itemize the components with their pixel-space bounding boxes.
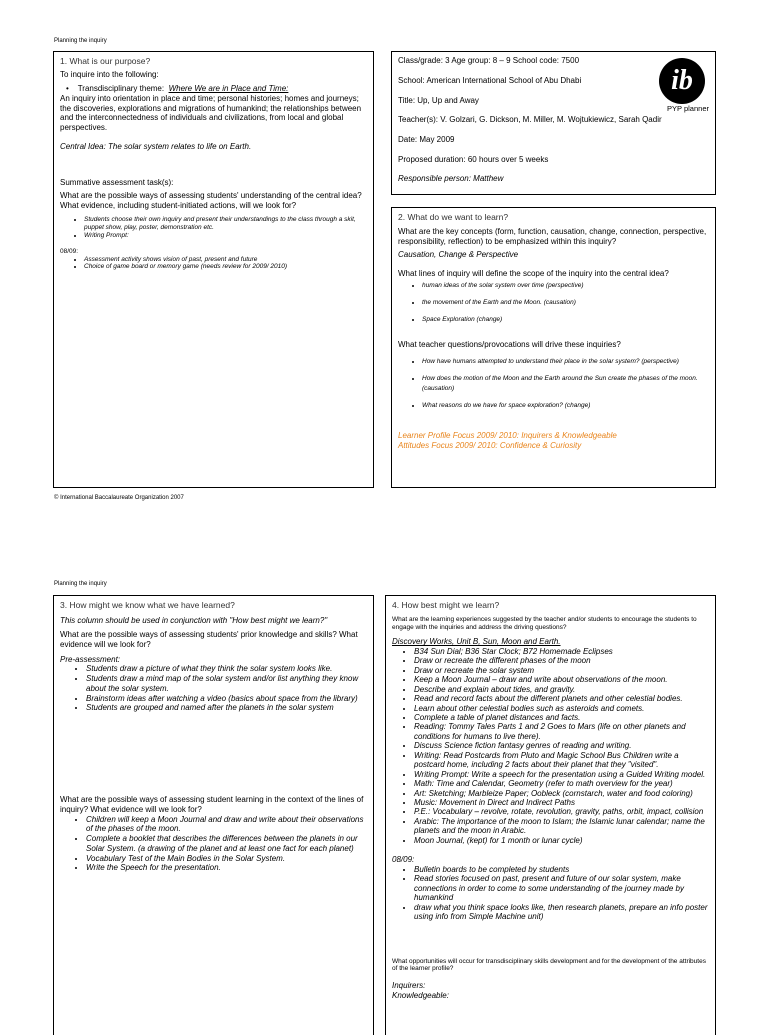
list-item: • P.E.: Vocabulary – revolve, rotate, revolution, gravity, paths, orbit, impact, collision bbox=[414, 807, 709, 816]
theme-title: Where We are in Place and Time: bbox=[168, 84, 289, 94]
list-item: • Math: Time and Calendar, Geometry (refer to math overview for the year) bbox=[414, 779, 709, 788]
concepts-answer: Causation, Change & Perspective bbox=[398, 249, 519, 259]
list-item: • Read and record facts about the different planets and other celestial bodies. bbox=[414, 694, 709, 703]
theme-label: Transdisciplinary theme: bbox=[77, 84, 165, 94]
lines-question: What lines of inquiry will define the scope of the inquiry into the central idea? bbox=[398, 268, 669, 278]
context-question: What are the possible ways of assessing student learning in the context of the lines of inquiry? What evidence will we look for? bbox=[60, 795, 364, 814]
list-item: • Students draw a picture of what they think the solar system looks like. bbox=[86, 664, 367, 674]
learner-profile-focus: Learner Profile Focus 2009/ 2010: Inquirers & Knowledgeable bbox=[398, 430, 617, 440]
list-item: • Write the Speech for the presentation. bbox=[86, 863, 367, 873]
theme-description: An inquiry into orientation in place and time; personal histories; homes and journeys; the discoveries, explorations and migrations of humankind; the relationships between and the interconnectedness of individuals and civilizations, from local and global perspectives. bbox=[60, 93, 362, 133]
lines-list bbox=[398, 282, 709, 324]
list-item: • Vocabulary Test of the Main Bodies in the Solar System. bbox=[86, 854, 367, 864]
purpose-heading: 1. What is our purpose? bbox=[60, 56, 151, 66]
unit-title: Title: Up, Up and Away bbox=[398, 95, 479, 105]
unit-info-section bbox=[391, 51, 716, 195]
provocations-question: What teacher questions/provocations will drive these inquiries? bbox=[398, 340, 621, 350]
year-label: 08/09: bbox=[392, 855, 415, 865]
best-learn-question: What are the learning experiences suggested by the teacher and/or students to encourage the students to engage with the inquiries and address the driving questions? bbox=[392, 616, 697, 632]
purpose-section bbox=[53, 51, 374, 488]
ib-logo: ib bbox=[659, 58, 705, 104]
know-heading: 3. How might we know what we have learned? bbox=[60, 600, 235, 610]
pyp-planner-label: PYP planner bbox=[667, 104, 709, 113]
provocations-list bbox=[398, 357, 709, 411]
inquirers-label: Inquirers: bbox=[392, 981, 426, 991]
list-item: • Space Exploration (change) bbox=[422, 316, 709, 324]
list-item: • Students draw a mind map of the solar system and/or list anything they know about the solar system. bbox=[86, 674, 367, 694]
year-list bbox=[60, 256, 367, 272]
knowledgeable-label: Knowledgeable: bbox=[392, 991, 449, 1001]
attitudes-focus: Attitudes Focus 2009/ 2010: Confidence & Curiosity bbox=[398, 441, 582, 451]
list-item: • Keep a Moon Journal – draw and write about observations of the moon. bbox=[414, 675, 709, 684]
pre-assessment-label: Pre-assessment: bbox=[60, 654, 121, 664]
prior-question: What are the possible ways of assessing students' prior knowledge and skills? What evidence will we look for? bbox=[60, 630, 358, 649]
list-item: • Complete a booklet that describes the differences between the planets in our Solar System. (a drawing of the planet and at least one fact for each planet) bbox=[86, 834, 367, 854]
know-section bbox=[53, 595, 374, 1035]
list-item: • Assessment activity shows vision of past, present and future bbox=[84, 256, 367, 264]
summative-list bbox=[60, 216, 367, 240]
page-header: Planning the inquiry bbox=[54, 581, 107, 587]
list-item: • Children will keep a Moon Journal and draw and write about their observations of the phases of the moon. bbox=[86, 815, 367, 835]
learn-heading: 2. What do we want to learn? bbox=[398, 212, 509, 222]
list-item: • Arabic: The importance of the moon to Islam; the Islamic lunar calendar; name the planets and the moon in Arabic. bbox=[414, 817, 709, 836]
list-item: • What reasons do we have for space exploration? (change) bbox=[422, 401, 709, 410]
list-item: • draw what you think space looks like, then research planets, prepare an info poster using info from Simple Machine unit) bbox=[414, 903, 709, 922]
list-item: • Moon Journal, (kept) for 1 month or lunar cycle) bbox=[414, 836, 709, 845]
list-item: • Bulletin boards to be completed by students bbox=[414, 865, 709, 874]
purpose-intro: To inquire into the following: bbox=[60, 70, 159, 80]
context-list bbox=[60, 815, 367, 874]
date: Date: May 2009 bbox=[398, 135, 455, 144]
teachers: Teacher(s): V. Golzari, G. Dickson, M. Miller, M. Wojtukiewicz, Sarah Qadir bbox=[398, 115, 662, 125]
list-item: • Complete a table of planet distances and facts. bbox=[414, 713, 709, 722]
list-item: • Read stories focused on past, present and future of our solar system, make connections in order to come to some understanding of the journey made by humankind bbox=[414, 874, 709, 902]
learning-experiences-list bbox=[392, 647, 709, 845]
list-item: • How does the motion of the Moon and the Earth around the Sun create the phases of the moon. (causation) bbox=[422, 374, 709, 393]
central-idea: Central Idea: The solar system relates to life on Earth. bbox=[60, 141, 252, 151]
list-item: • Students choose their own inquiry and present their understandings to the class through a skit, puppet show, play, poster, demonstration etc. bbox=[84, 216, 367, 232]
know-note: This column should be used in conjunction with "How best might we learn?" bbox=[60, 616, 328, 626]
responsible-person: Responsible person: Matthew bbox=[398, 173, 504, 183]
list-item: • Describe and explain about tides, and gravity. bbox=[414, 685, 709, 694]
theme-line: • Transdisciplinary theme: Where We are in Place and Time: bbox=[66, 84, 289, 94]
summative-heading: Summative assessment task(s): bbox=[60, 177, 174, 187]
learn-section bbox=[391, 207, 716, 488]
list-item: • Draw or recreate the solar system bbox=[414, 666, 709, 675]
year-list bbox=[392, 865, 709, 922]
page-footer: © International Baccalaureate Organization 2007 bbox=[54, 495, 184, 501]
list-item: • Students are grouped and named after the planets in the solar system bbox=[86, 703, 367, 713]
list-item: • the movement of the Earth and the Moon. (causation) bbox=[422, 299, 709, 307]
list-item: • Writing Prompt: bbox=[84, 232, 367, 240]
list-item: • human ideas of the solar system over time (perspective) bbox=[422, 282, 709, 290]
skills-question: What opportunities will occur for transdisciplinary skills development and for the development of the attributes of the learner profile? bbox=[392, 957, 706, 973]
class-grade: Class/grade: 3 Age group: 8 – 9 School code: 7500 bbox=[398, 56, 580, 65]
year-label: 08/09: bbox=[60, 247, 79, 255]
best-learn-heading: 4. How best might we learn? bbox=[392, 600, 500, 610]
list-item: • B34 Sun Dial; B36 Star Clock; B72 Homemade Eclipses bbox=[414, 647, 709, 656]
list-item: • Writing Prompt: Write a speech for the presentation using a Guided Writing model. bbox=[414, 770, 709, 779]
list-item: • Reading: Tommy Tales Parts 1 and 2 Goes to Mars (life on other planets and conditions for humans to live there). bbox=[414, 722, 709, 741]
list-item: • How have humans attempted to understand their place in the solar system? (perspective) bbox=[422, 357, 709, 366]
list-item: • Music: Movement in Direct and Indirect Paths bbox=[414, 798, 709, 807]
list-item: • Choice of game board or memory game (needs review for 2009/ 2010) bbox=[84, 263, 367, 271]
pre-assessment-list bbox=[60, 664, 367, 713]
concepts-question: What are the key concepts (form, function, causation, change, connection, perspective, responsibility, reflection) to be emphasized within this inquiry? bbox=[398, 227, 707, 247]
page-header: Planning the inquiry bbox=[54, 38, 107, 44]
list-item: • Art: Sketching; Marbleize Paper; Oobleck (cornstarch, water and food coloring) bbox=[414, 789, 709, 798]
list-item: • Learn about other celestial bodies such as asteroids and comets. bbox=[414, 704, 709, 713]
discovery-works: Discovery Works, Unit B, Sun, Moon and Earth. bbox=[392, 637, 561, 647]
summative-question: What are the possible ways of assessing students' understanding of the central idea? What evidence, including student-initiated actions, will we look for? bbox=[60, 191, 362, 211]
list-item: • Brainstorm ideas after watching a video (basics about space from the library) bbox=[86, 694, 367, 704]
school-name: School: American International School of Abu Dhabi bbox=[398, 75, 582, 85]
best-learn-section bbox=[385, 595, 716, 1035]
list-item: • Discuss Science fiction fantasy genres of reading and writing. bbox=[414, 741, 709, 750]
list-item: • Draw or recreate the different phases of the moon bbox=[414, 656, 709, 665]
list-item: • Writing: Read Postcards from Pluto and Magic School Bus Children write a postcard home, including 2 facts about their planet that they "visited". bbox=[414, 751, 709, 770]
duration: Proposed duration: 60 hours over 5 weeks bbox=[398, 154, 549, 164]
